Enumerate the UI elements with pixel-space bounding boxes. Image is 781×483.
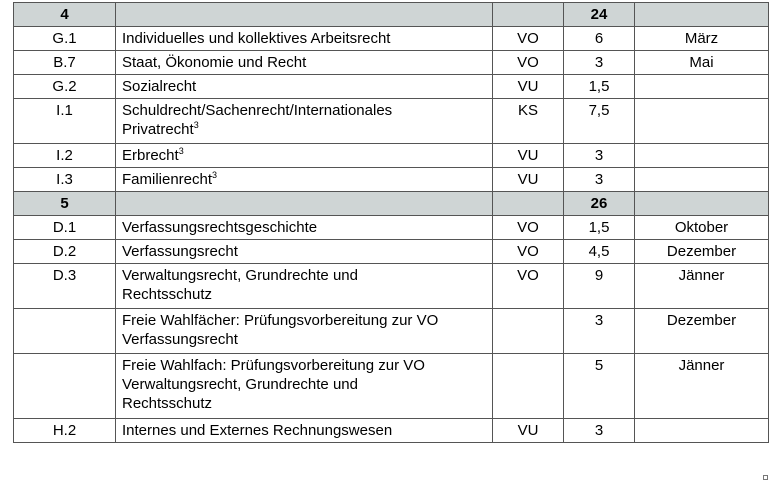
footnote-marker: 3 xyxy=(178,146,184,156)
footnote-marker: 3 xyxy=(212,170,218,180)
course-title: Verfassungsrecht xyxy=(116,240,493,264)
course-title-line: Rechtsschutz xyxy=(122,395,213,412)
course-type: VO xyxy=(493,51,564,75)
table-row xyxy=(14,27,769,51)
course-type: VU xyxy=(493,144,564,168)
empty-cell xyxy=(635,3,769,27)
course-code: G.2 xyxy=(14,75,116,99)
course-title: Staat, Ökonomie und Recht xyxy=(116,51,493,75)
course-title-line: Schuldrecht/Sachenrecht/Internationales xyxy=(122,102,393,119)
semester-number: 5 xyxy=(14,192,116,216)
course-title xyxy=(116,144,493,168)
course-code: I.3 xyxy=(14,168,116,192)
curriculum-table xyxy=(13,2,769,443)
course-month xyxy=(635,144,769,168)
course-type xyxy=(493,309,564,354)
course-code xyxy=(14,354,116,419)
course-title xyxy=(116,264,493,309)
table-row xyxy=(14,354,769,419)
empty-cell xyxy=(493,3,564,27)
table-row xyxy=(14,99,769,144)
empty-cell xyxy=(116,192,493,216)
course-code: D.1 xyxy=(14,216,116,240)
course-title xyxy=(116,354,493,419)
course-title-line: Verfassungsrecht xyxy=(122,331,238,348)
course-type: VO xyxy=(493,264,564,309)
empty-cell xyxy=(635,192,769,216)
table-row xyxy=(14,419,769,443)
course-code: B.7 xyxy=(14,51,116,75)
table-row xyxy=(14,51,769,75)
course-code: I.2 xyxy=(14,144,116,168)
course-title: Individuelles und kollektives Arbeitsrecht xyxy=(116,27,493,51)
course-title xyxy=(116,168,493,192)
course-month: Jänner xyxy=(635,264,769,309)
course-title: Sozialrecht xyxy=(116,75,493,99)
semester-ects-total: 24 xyxy=(564,3,635,27)
course-month: März xyxy=(635,27,769,51)
course-month: Mai xyxy=(635,51,769,75)
course-type: VO xyxy=(493,240,564,264)
semester-ects-total: 26 xyxy=(564,192,635,216)
semester-header-row xyxy=(14,192,769,216)
semester-header-row xyxy=(14,3,769,27)
course-month: Jänner xyxy=(635,354,769,419)
course-title-line: Freie Wahlfächer: Prüfungsvorbereitung zur VO xyxy=(122,312,439,329)
course-month: Dezember xyxy=(635,240,769,264)
course-title-line: Freie Wahlfach: Prüfungsvorbereitung zur VO xyxy=(122,357,425,374)
course-title: Internes und Externes Rechnungswesen xyxy=(116,419,493,443)
table-row xyxy=(14,240,769,264)
footnote-marker: 3 xyxy=(193,120,199,130)
course-ects: 3 xyxy=(564,51,635,75)
course-title-line: Verwaltungsrecht, Grundrechte und xyxy=(122,267,358,284)
course-title-line: Rechtsschutz xyxy=(122,286,213,303)
course-title-text: Erbrecht xyxy=(122,147,179,164)
table-row xyxy=(14,216,769,240)
course-ects: 5 xyxy=(564,354,635,419)
course-code: D.2 xyxy=(14,240,116,264)
course-type: KS xyxy=(493,99,564,144)
table-row xyxy=(14,144,769,168)
course-title-text: Familienrecht xyxy=(122,171,213,188)
course-ects: 3 xyxy=(564,309,635,354)
course-month xyxy=(635,419,769,443)
course-ects: 3 xyxy=(564,144,635,168)
table-row xyxy=(14,168,769,192)
course-type: VO xyxy=(493,216,564,240)
course-title-line: Privatrecht xyxy=(122,121,194,138)
course-month: Dezember xyxy=(635,309,769,354)
course-ects: 7,5 xyxy=(564,99,635,144)
course-title: Verfassungsrechtsgeschichte xyxy=(116,216,493,240)
course-type: VU xyxy=(493,75,564,99)
course-type xyxy=(493,354,564,419)
empty-cell xyxy=(493,192,564,216)
course-month xyxy=(635,168,769,192)
course-ects: 4,5 xyxy=(564,240,635,264)
course-code: H.2 xyxy=(14,419,116,443)
course-month: Oktober xyxy=(635,216,769,240)
course-type: VU xyxy=(493,168,564,192)
course-code: D.3 xyxy=(14,264,116,309)
empty-cell xyxy=(116,3,493,27)
table-row xyxy=(14,264,769,309)
course-ects: 3 xyxy=(564,168,635,192)
table-row xyxy=(14,309,769,354)
semester-number: 4 xyxy=(14,3,116,27)
table-row xyxy=(14,75,769,99)
course-ects: 9 xyxy=(564,264,635,309)
course-title xyxy=(116,309,493,354)
course-month xyxy=(635,99,769,144)
course-title xyxy=(116,99,493,144)
course-ects: 1,5 xyxy=(564,216,635,240)
table-resize-handle[interactable] xyxy=(763,475,768,480)
course-code: I.1 xyxy=(14,99,116,144)
course-type: VO xyxy=(493,27,564,51)
course-ects: 6 xyxy=(564,27,635,51)
course-code: G.1 xyxy=(14,27,116,51)
course-ects: 3 xyxy=(564,419,635,443)
course-month xyxy=(635,75,769,99)
course-type: VU xyxy=(493,419,564,443)
course-title-line: Verwaltungsrecht, Grundrechte und xyxy=(122,376,358,393)
course-code xyxy=(14,309,116,354)
course-ects: 1,5 xyxy=(564,75,635,99)
